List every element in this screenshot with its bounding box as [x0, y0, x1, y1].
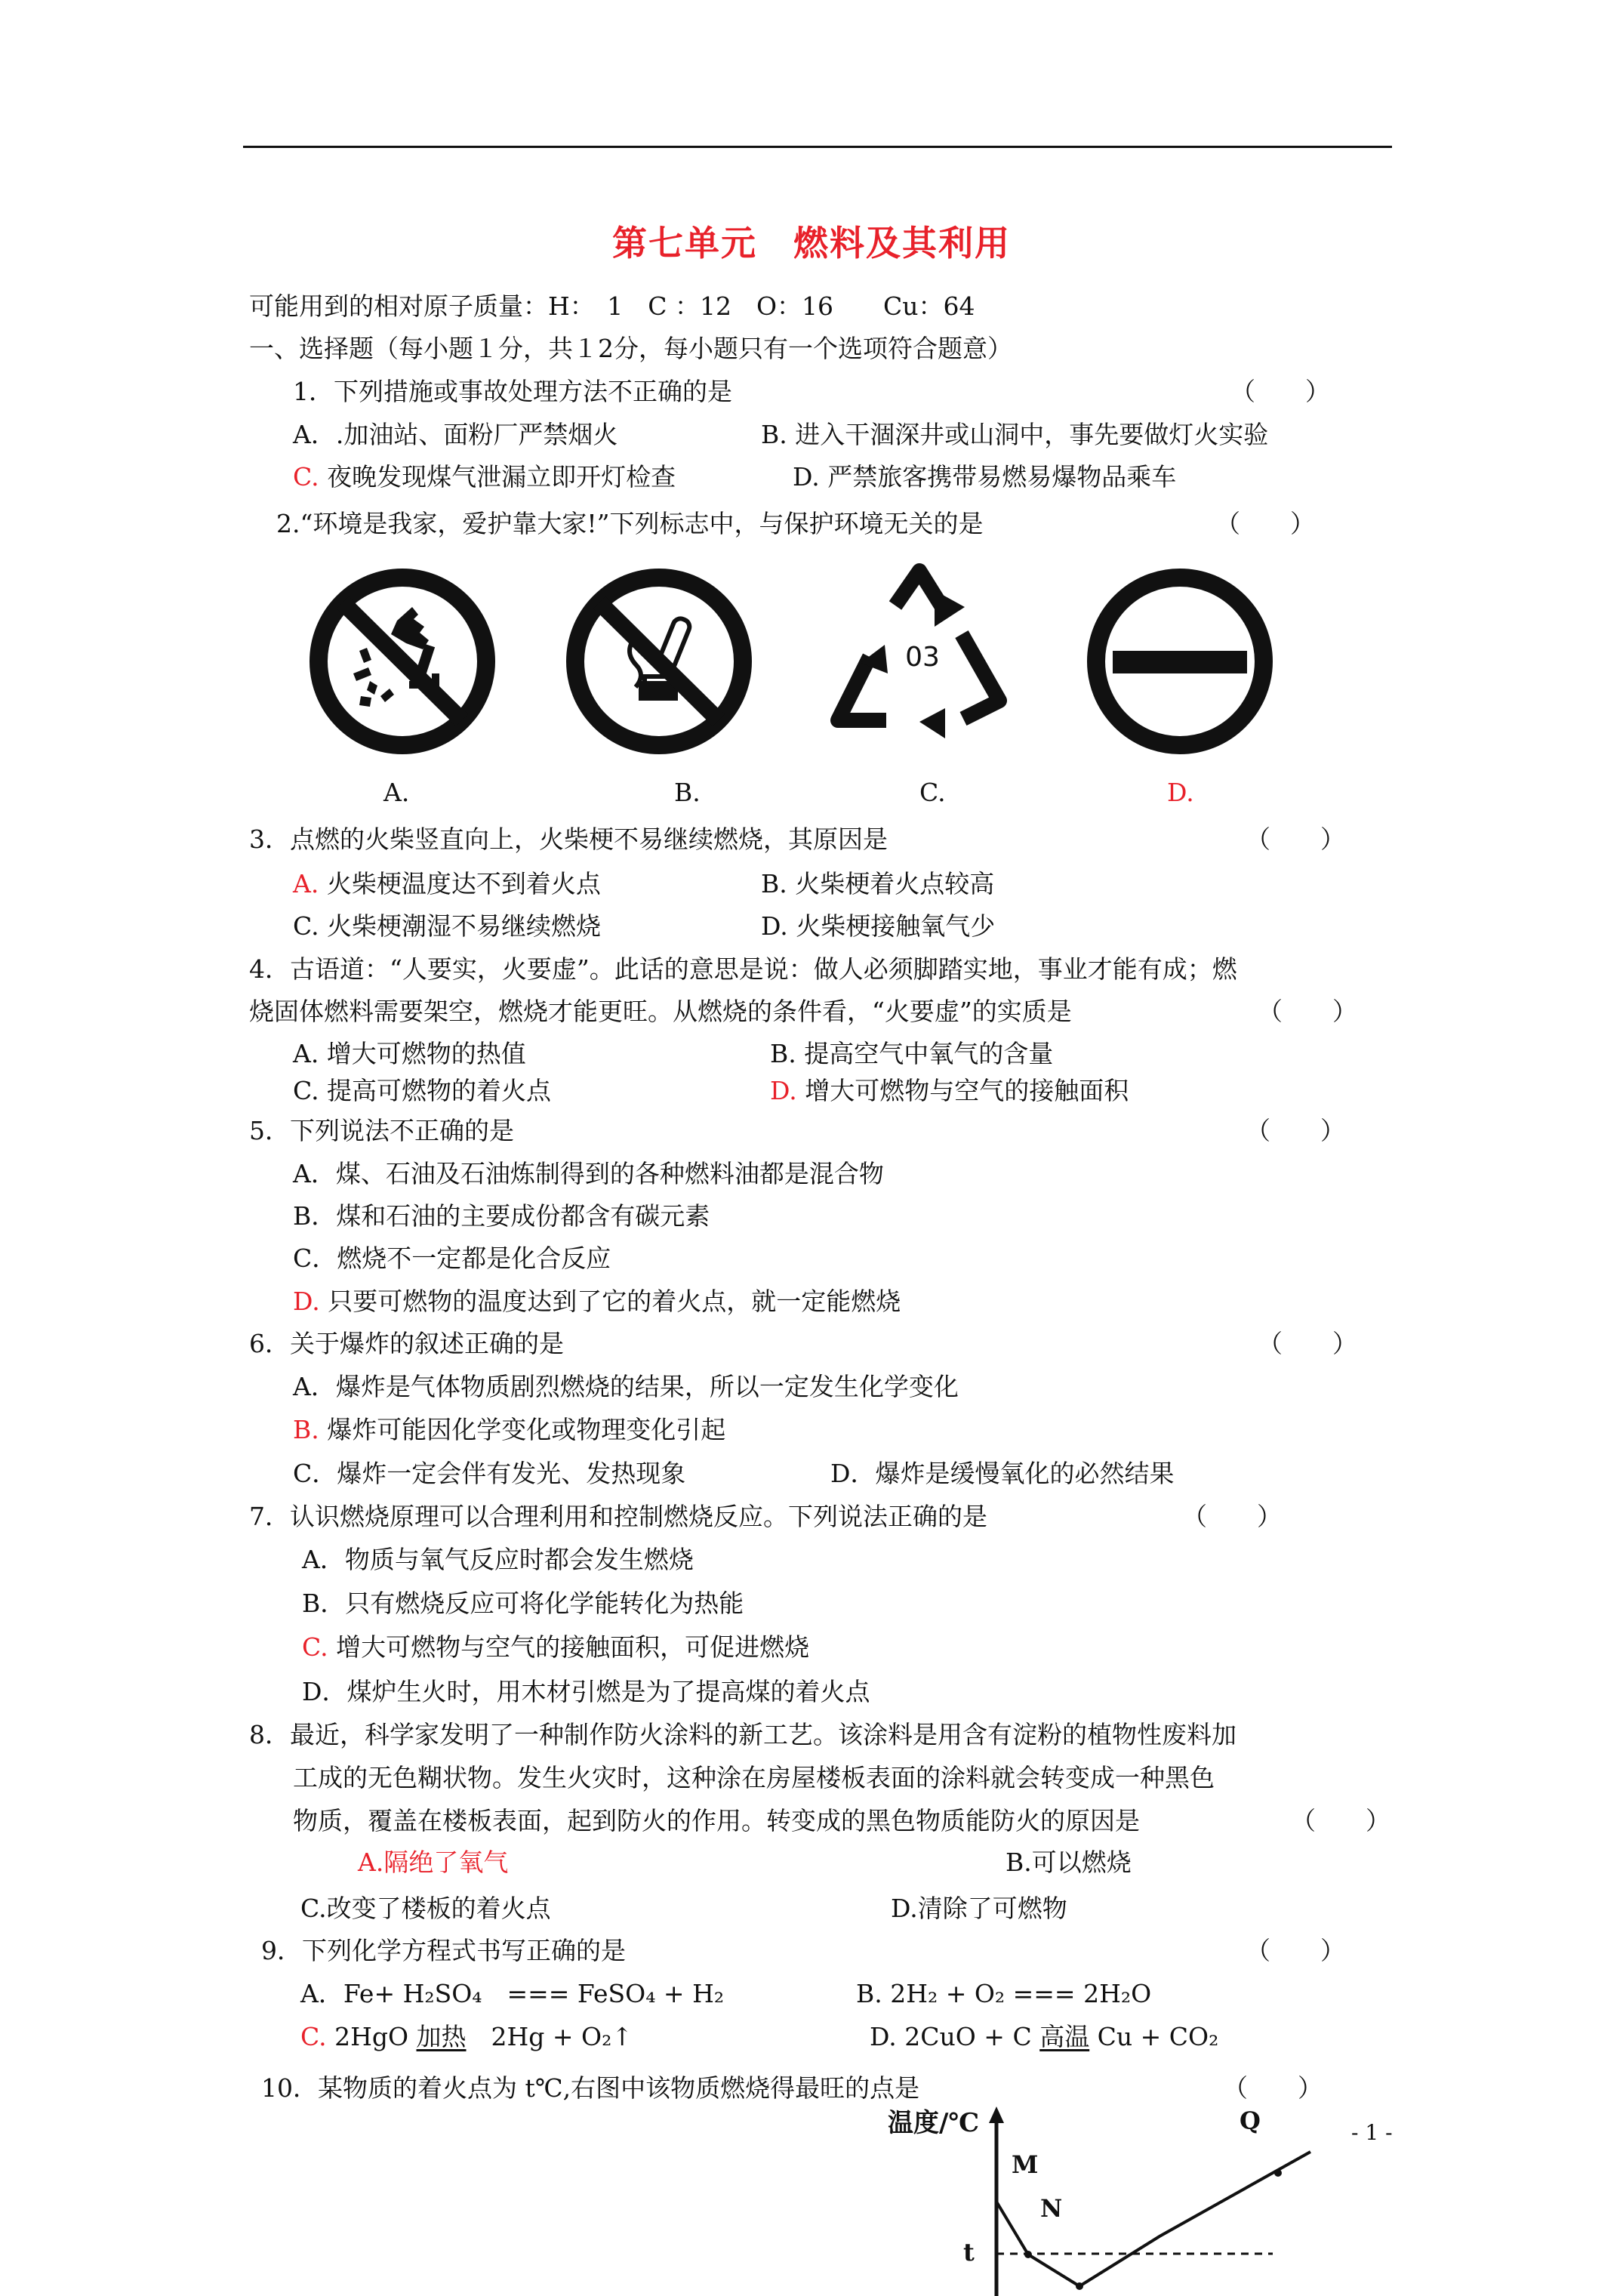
- q10-answer-paren: （ ）: [1223, 2073, 1323, 2103]
- q7-option-d: D．煤炉生火时，用木材引燃是为了提高煤的着火点: [302, 1677, 870, 1706]
- graph-axis-label: 温度/℃: [888, 2108, 980, 2138]
- q7-stem: 7．认识燃烧原理可以合理利用和控制燃烧反应。下列说法正确的是: [249, 1502, 987, 1531]
- q2-label-a: A.: [383, 778, 410, 807]
- temperature-graph: [974, 2106, 1321, 2296]
- graph-min-point: [1076, 2282, 1083, 2290]
- q9-option-d-post: Cu + CO₂: [1089, 2022, 1219, 2051]
- recycling-sign-icon: [821, 560, 1024, 747]
- q9-option-c-condition: 加热: [416, 2022, 467, 2051]
- q5-option-c: C．燃烧不一定都是化合反应: [293, 1244, 611, 1273]
- q9-option-c-pre: 2HgO: [326, 2022, 417, 2051]
- q6-option-b: [293, 1415, 725, 1445]
- q5-option-d: [293, 1287, 901, 1317]
- q7-answer-letter: C.: [302, 1632, 328, 1662]
- q4-stem-line1: 4．古语道：“人要实，火要虚”。此话的意思是说：做人必须脚踏实地，事业才能有成；燃: [249, 954, 1237, 984]
- q1-option-a: A．.加油站、面粉厂严禁烟火: [293, 420, 618, 449]
- q1-stem: 1．下列措施或事故处理方法不正确的是: [293, 377, 732, 406]
- q1-option-c-text: 夜晚发现煤气泄漏立即开灯检查: [319, 462, 676, 492]
- q7-option-b: B．只有燃烧反应可将化学能转化为热能: [302, 1589, 744, 1618]
- q4-option-b: B. 提高空气中氧气的含量: [770, 1039, 1054, 1068]
- q5-option-d-text: 只要可燃物的温度达到了它的着火点，就一定能燃烧: [319, 1287, 901, 1316]
- q1-answer-letter: C.: [293, 462, 319, 492]
- q6-answer-paren: （ ）: [1258, 1329, 1357, 1358]
- q9-option-b: B. 2H₂ + O₂ === 2H₂O: [856, 1979, 1152, 2008]
- page-number: - 1 -: [1351, 2120, 1393, 2145]
- q2-stem: 2.“环境是我家，爱护靠大家!”下列标志中，与保护环境无关的是: [276, 509, 984, 538]
- q9-option-c-post: 2Hg + O₂↑: [466, 2022, 633, 2051]
- q7-answer-paren: （ ）: [1182, 1502, 1282, 1531]
- header-rule: [243, 146, 1392, 148]
- q5-option-a: A．煤、石油及石油炼制得到的各种燃料油都是混合物: [293, 1159, 884, 1188]
- q2-label-d: D.: [1167, 778, 1194, 807]
- q1-option-c: [293, 462, 676, 492]
- q5-stem: 5．下列说法不正确的是: [249, 1116, 514, 1145]
- q8-stem-line1: 8．最近，科学家发明了一种制作防火涂料的新工艺。该涂料是用含有淀粉的植物性废料加: [249, 1720, 1236, 1749]
- q4-option-d-text: 增大可燃物与空气的接触面积: [796, 1076, 1129, 1105]
- q1-option-b: B. 进入干涸深井或山洞中，事先要做灯火实验: [761, 420, 1269, 449]
- q8-option-b: B.可以燃烧: [1006, 1848, 1132, 1877]
- q3-option-d: D. 火柴梗接触氧气少: [761, 911, 996, 941]
- q9-option-d: [870, 2022, 1218, 2052]
- q8-stem-line2: 工成的无色糊状物。发生火灾时，这种涂在房屋楼板表面的涂料就会转变成一种黑色: [293, 1763, 1215, 1792]
- q4-answer-letter: D.: [770, 1076, 797, 1105]
- graph-point-n: [1024, 2251, 1032, 2258]
- q8-option-a: A.隔绝了氧气: [358, 1848, 509, 1877]
- graph-t-label: t: [963, 2238, 975, 2267]
- q9-answer-letter: C.: [300, 2022, 327, 2051]
- q9-stem: 9．下列化学方程式书写正确的是: [261, 1936, 626, 1965]
- q3-option-b: B. 火柴梗着火点较高: [761, 869, 995, 898]
- q3-option-a: [293, 869, 601, 899]
- q2-label-b: B.: [674, 778, 701, 807]
- q8-stem-line3: 物质，覆盖在楼板表面，起到防火的作用。转变成的黑色物质能防火的原因是: [293, 1806, 1140, 1835]
- q6-option-b-text: 爆炸可能因化学变化或物理变化引起: [319, 1415, 726, 1444]
- q5-answer-paren: （ ）: [1246, 1116, 1345, 1145]
- q7-option-c: [302, 1632, 809, 1663]
- q4-answer-paren: （ ）: [1258, 997, 1357, 1026]
- q2-label-c: C.: [919, 778, 946, 807]
- section-heading: 一、选择题（每小题１分，共１2分，每小题只有一个选项符合题意）: [249, 334, 1012, 363]
- q6-answer-letter: B.: [293, 1415, 319, 1444]
- q9-option-a: A．Fe+ H₂SO₄ === FeSO₄ + H₂: [300, 1979, 725, 2008]
- recycle-code: 03: [905, 642, 940, 673]
- graph-axis-arrow-icon: [989, 2106, 1004, 2123]
- q5-option-b: B．煤和石油的主要成份都含有碳元素: [293, 1201, 710, 1231]
- no-smoking-sign-icon: [563, 568, 755, 755]
- no-entry-sign-icon: [1084, 568, 1276, 755]
- page-title: 第七单元 燃料及其利用: [612, 223, 1011, 264]
- q3-option-a-text: 火柴梗温度达不到着火点: [319, 869, 601, 898]
- graph-point-n-label: N: [1040, 2194, 1063, 2223]
- q7-option-c-text: 增大可燃物与空气的接触面积，可促进燃烧: [328, 1632, 810, 1662]
- q4-option-d: [770, 1076, 1129, 1106]
- q10-stem: 10．某物质的着火点为 t℃,右图中该物质燃烧得最旺的点是: [261, 2073, 920, 2103]
- q5-answer-letter: D.: [293, 1287, 320, 1316]
- graph-point-m-label: M: [1012, 2150, 1039, 2179]
- atomic-mass-line: 可能用到的相对原子质量：H： 1 C ：12 O：16 Cu：64: [249, 291, 975, 321]
- q8-option-d: D.清除了可燃物: [891, 1894, 1067, 1923]
- q6-option-a: A．爆炸是气体物质剧烈燃烧的结果，所以一定发生化学变化: [293, 1372, 959, 1401]
- no-fireworks-sign-icon: [306, 568, 498, 755]
- q9-option-d-condition: 高温: [1039, 2022, 1090, 2051]
- q7-option-a: A．物质与氧气反应时都会发生燃烧: [302, 1545, 694, 1574]
- q9-answer-paren: （ ）: [1246, 1936, 1345, 1965]
- graph-point-q-label: Q: [1240, 2106, 1261, 2135]
- q4-option-c: C. 提高可燃物的着火点: [293, 1076, 552, 1105]
- q4-stem-line2: 烧固体燃料需要架空，燃烧才能更旺。从燃烧的条件看，“火要虚”的实质是: [249, 997, 1072, 1026]
- q3-stem: 3．点燃的火柴竖直向上，火柴梗不易继续燃烧，其原因是: [249, 824, 888, 854]
- q2-answer-paren: （ ）: [1215, 509, 1315, 538]
- q8-answer-paren: （ ）: [1291, 1806, 1390, 1835]
- q6-option-d: D．爆炸是缓慢氧化的必然结果: [830, 1459, 1175, 1488]
- q1-option-d: D. 严禁旅客携带易燃易爆物品乘车: [793, 462, 1177, 492]
- q6-stem: 6．关于爆炸的叙述正确的是: [249, 1329, 564, 1358]
- graph-point-q: [1274, 2169, 1282, 2177]
- q8-option-c: C.改变了楼板的着火点: [300, 1894, 551, 1923]
- q3-answer-letter: A.: [293, 869, 319, 898]
- q1-answer-paren: （ ）: [1230, 377, 1330, 406]
- q3-option-c: C. 火柴梗潮湿不易继续燃烧: [293, 911, 602, 941]
- q9-option-d-pre: D. 2CuO + C: [870, 2022, 1040, 2051]
- q9-option-c: [300, 2022, 633, 2052]
- q3-answer-paren: （ ）: [1246, 824, 1345, 854]
- q6-option-c: C．爆炸一定会伴有发光、发热现象: [293, 1459, 686, 1488]
- graph-temperature-curve: [996, 2152, 1310, 2286]
- q4-option-a: A. 增大可燃物的热值: [293, 1039, 526, 1068]
